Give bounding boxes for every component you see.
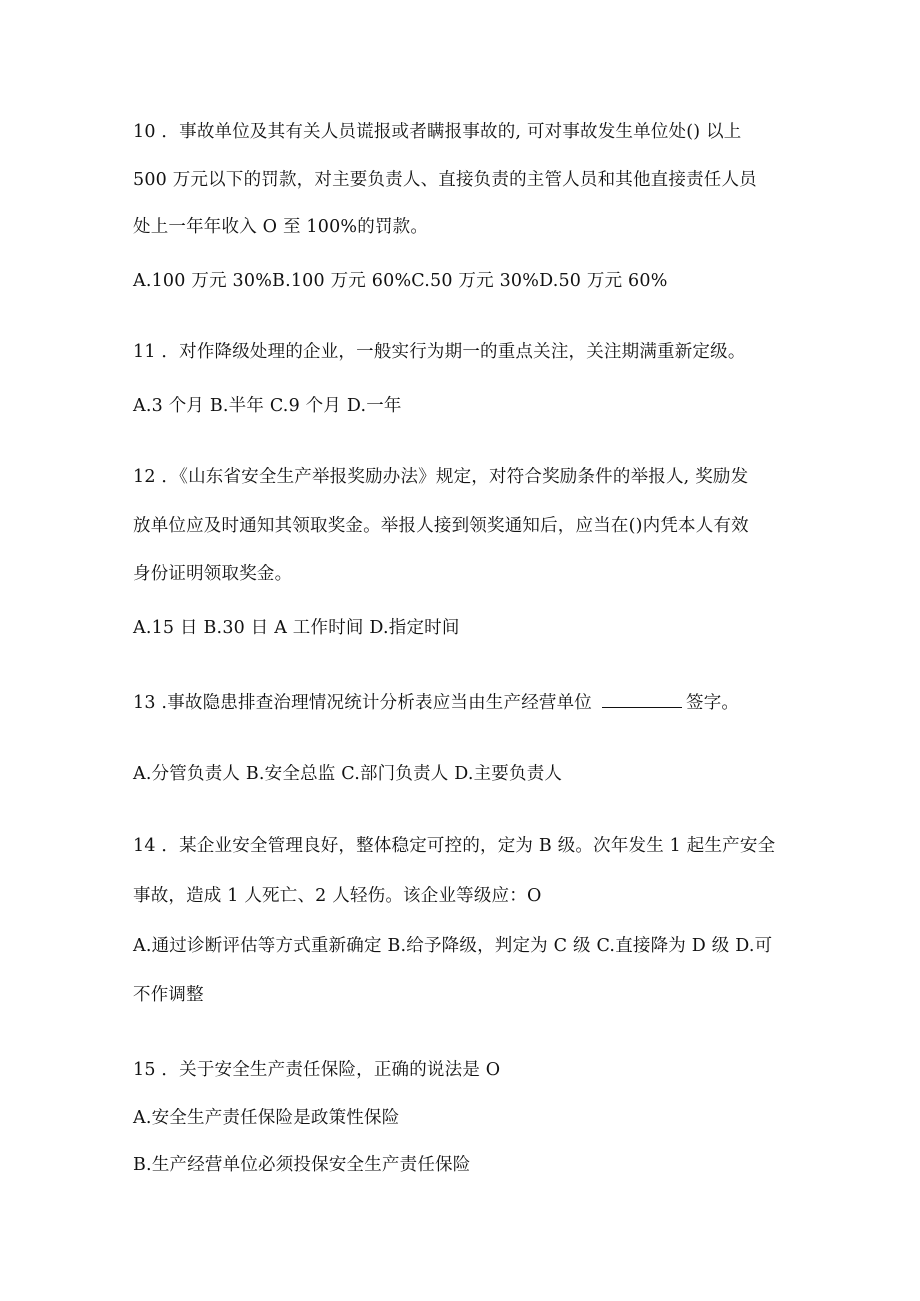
q10-line3: 处上一年年收入 O 至 100%的罚款。 — [133, 217, 429, 237]
q14-options-line1: A.通过诊断评估等方式重新确定 B.给予降级，判定为 C 级 C.直接降为 D 级 D.可 — [133, 936, 773, 956]
q13-line1 — [133, 690, 813, 715]
answer-blank — [602, 690, 682, 708]
q11-options: A.3 个月 B.半年 C.9 个月 D.一年 — [133, 396, 402, 416]
q13-options: A.分管负责人 B.安全总监 C.部门负责人 D.主要负责人 — [133, 764, 563, 784]
q15-option-a: A.安全生产责任保险是政策性保险 — [133, 1108, 400, 1128]
q11-line1: 11 ．对作降级处理的企业，一般实行为期一的重点关注，关注期满重新定级。 — [133, 342, 746, 362]
q12-line1: 12 ．《山东省安全生产举报奖励办法》规定，对符合奖励条件的举报人, 奖励发 — [133, 467, 749, 487]
q15-option-b: B.生产经营单位必须投保安全生产责任保险 — [133, 1155, 471, 1175]
q10-options: A.100 万元 30%B.100 万元 60%C.50 万元 30%D.50 万元 60% — [133, 271, 668, 291]
q10-line1: 10 ．事故单位及其有关人员谎报或者瞒报事故的, 可对事故发生单位处() 以上 — [133, 122, 742, 142]
q15-line1: 15 ．关于安全生产责任保险，正确的说法是 O — [133, 1060, 501, 1080]
q14-line2: 事故，造成 1 人死亡、2 人轻伤。该企业等级应：O — [133, 886, 542, 906]
q12-options: A.15 日 B.30 日 A 工作时间 D.指定时间 — [133, 618, 460, 638]
q14-options-line2: 不作调整 — [133, 985, 204, 1005]
q14-line1: 14 ．某企业安全管理良好，整体稳定可控的，定为 B 级。次年发生 1 起生产安全 — [133, 836, 776, 856]
q13-text-after: 签字。 — [686, 693, 740, 713]
q12-line3: 身份证明领取奖金。 — [133, 564, 293, 584]
q12-line2: 放单位应及时通知其领取奖金。举报人接到领奖通知后，应当在()内凭本人有效 — [133, 516, 749, 536]
q10-line2: 500 万元以下的罚款，对主要负责人、直接负责的主管人员和其他直接责任人员 — [133, 170, 757, 190]
q13-text-before: 13 .事故隐患排查治理情况统计分析表应当由生产经营单位 — [133, 693, 592, 713]
